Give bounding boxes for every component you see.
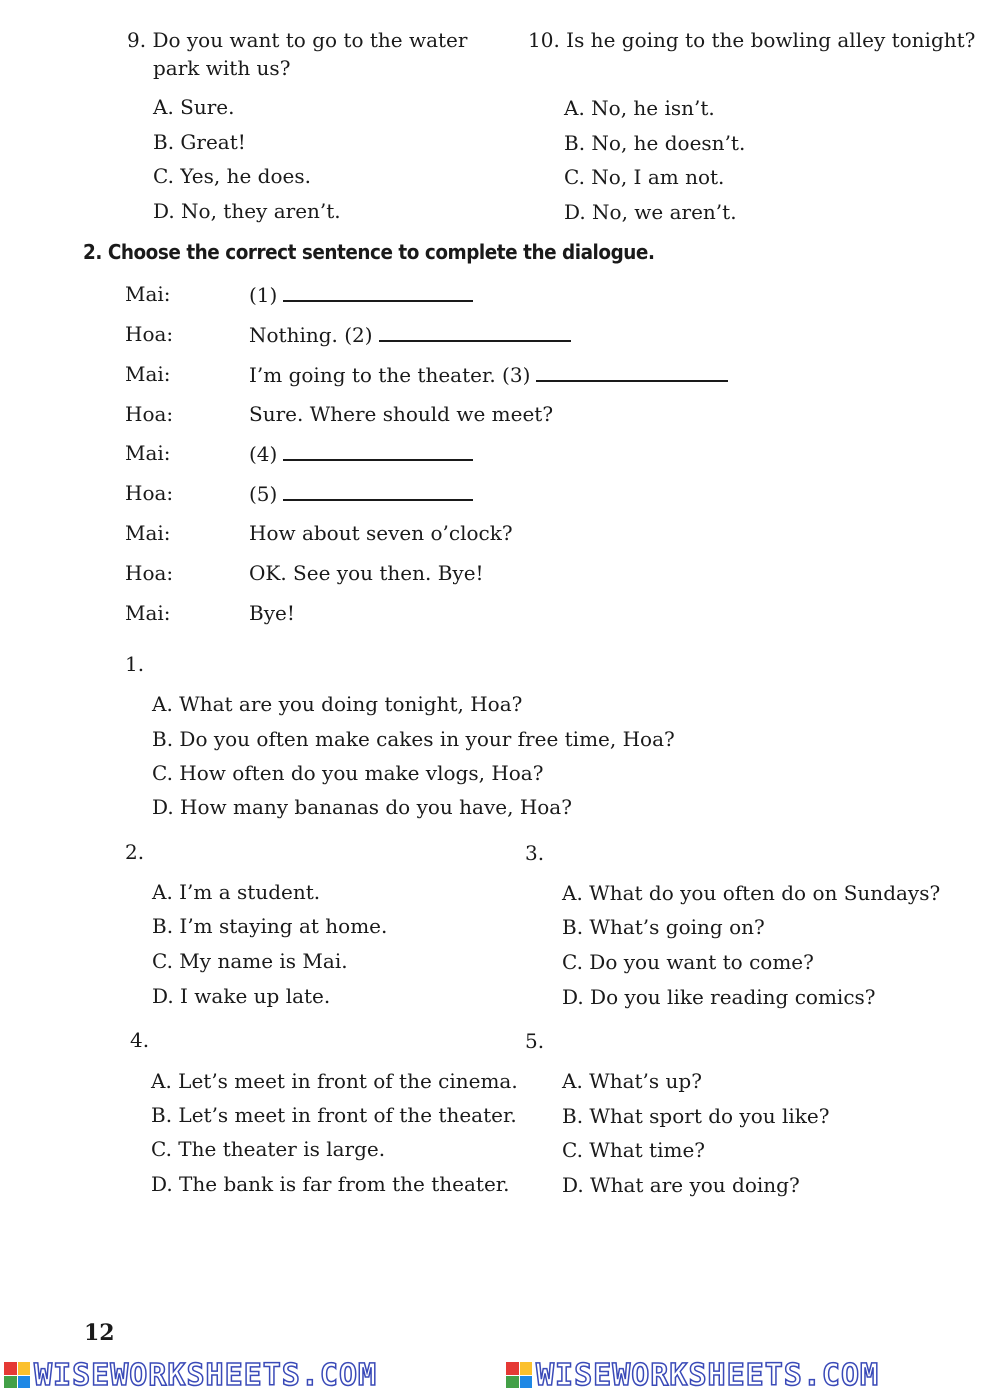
q10-option-d[interactable]: D. No, we aren’t. (564, 200, 737, 224)
dialogue-line: Bye! (249, 601, 295, 625)
dialogue-line: Nothing. (2) (249, 322, 571, 347)
watermark-footer (0, 1358, 1000, 1394)
item-4-option-a[interactable]: A. Let’s meet in front of the cinema. (151, 1069, 518, 1093)
logo-tile (18, 1376, 31, 1389)
q9-option-c[interactable]: C. Yes, he does. (153, 164, 311, 188)
q10-option-c[interactable]: C. No, I am not. (564, 165, 725, 189)
item-3-option-a[interactable]: A. What do you often do on Sundays? (562, 881, 941, 905)
item-4-option-c[interactable]: C. The theater is large. (151, 1137, 386, 1161)
item-5-option-d[interactable]: D. What are you doing? (562, 1173, 800, 1197)
logo-tile (18, 1362, 31, 1375)
item-1-option-b[interactable]: B. Do you often make cakes in your free time, Hoa? (152, 727, 675, 751)
item-4-option-d[interactable]: D. The bank is far from the theater. (151, 1172, 510, 1196)
item-2-option-c[interactable]: C. My name is Mai. (152, 949, 348, 973)
watermark (4, 1357, 378, 1393)
dialogue-speaker: Mai: (125, 601, 171, 625)
watermark-text: WISEWORKSHEETS.COM (536, 1357, 880, 1393)
dialogue-line: (4) (249, 441, 473, 466)
item-2-option-a[interactable]: A. I’m a student. (152, 880, 321, 904)
watermark-logo-icon (506, 1362, 532, 1388)
dialogue-speaker: Mai: (125, 362, 171, 386)
blank-3[interactable] (536, 362, 728, 382)
logo-tile (506, 1376, 519, 1389)
blank-2[interactable] (379, 322, 571, 342)
blank-1[interactable] (283, 282, 473, 302)
item-5-option-c[interactable]: C. What time? (562, 1138, 706, 1162)
q10-option-a[interactable]: A. No, he isn’t. (564, 96, 715, 120)
dialogue-speaker: Hoa: (125, 402, 174, 426)
item-5-option-a[interactable]: A. What’s up? (562, 1069, 702, 1093)
blank-5[interactable] (283, 481, 473, 501)
item-3-option-b[interactable]: B. What’s going on? (562, 915, 765, 939)
dialogue-line: OK. See you then. Bye! (249, 561, 484, 585)
logo-tile (520, 1376, 533, 1389)
q9-stem: 9. Do you want to go to the water (127, 28, 468, 52)
item-4-number: 4. (130, 1028, 150, 1052)
item-1-option-c[interactable]: C. How often do you make vlogs, Hoa? (152, 761, 544, 785)
dialogue-line: I’m going to the theater. (3) (249, 362, 728, 387)
item-2-option-b[interactable]: B. I’m staying at home. (152, 914, 388, 938)
logo-tile (506, 1362, 519, 1375)
item-3-number: 3. (525, 841, 545, 865)
item-2-number: 2. (125, 840, 145, 864)
item-1-option-a[interactable]: A. What are you doing tonight, Hoa? (152, 692, 523, 716)
dialogue-line: (1) (249, 282, 473, 307)
watermark-text: WISEWORKSHEETS.COM (34, 1357, 378, 1393)
dialogue-speaker: Hoa: (125, 481, 174, 505)
section-heading: 2. Choose the correct sentence to complete the dialogue. (83, 240, 655, 264)
dialogue-line: How about seven o’clock? (249, 521, 513, 545)
item-5-option-b[interactable]: B. What sport do you like? (562, 1104, 830, 1128)
item-4-option-b[interactable]: B. Let’s meet in front of the theater. (151, 1103, 517, 1127)
dialogue-speaker: Hoa: (125, 322, 174, 346)
dialogue-speaker: Mai: (125, 521, 171, 545)
q9-option-b[interactable]: B. Great! (153, 130, 246, 154)
dialogue-line: (5) (249, 481, 473, 506)
q9-option-a[interactable]: A. Sure. (153, 95, 235, 119)
logo-tile (4, 1376, 17, 1389)
dialogue-speaker: Hoa: (125, 561, 174, 585)
blank-4[interactable] (283, 441, 473, 461)
logo-tile (520, 1362, 533, 1375)
logo-tile (4, 1362, 17, 1375)
q10-stem: 10. Is he going to the bowling alley tonight? (528, 28, 976, 52)
dialogue-speaker: Mai: (125, 441, 171, 465)
item-5-number: 5. (525, 1029, 545, 1053)
watermark-logo-icon (4, 1362, 30, 1388)
item-3-option-c[interactable]: C. Do you want to come? (562, 950, 814, 974)
q10-option-b[interactable]: B. No, he doesn’t. (564, 131, 746, 155)
dialogue-line: Sure. Where should we meet? (249, 402, 554, 426)
item-3-option-d[interactable]: D. Do you like reading comics? (562, 985, 876, 1009)
item-1-number: 1. (125, 652, 145, 676)
dialogue-speaker: Mai: (125, 282, 171, 306)
item-2-option-d[interactable]: D. I wake up late. (152, 984, 331, 1008)
watermark (506, 1357, 880, 1393)
item-1-option-d[interactable]: D. How many bananas do you have, Hoa? (152, 795, 572, 819)
q9-option-d[interactable]: D. No, they aren’t. (153, 199, 341, 223)
page-number: 12 (84, 1320, 115, 1346)
q9-stem-cont: park with us? (153, 56, 291, 80)
